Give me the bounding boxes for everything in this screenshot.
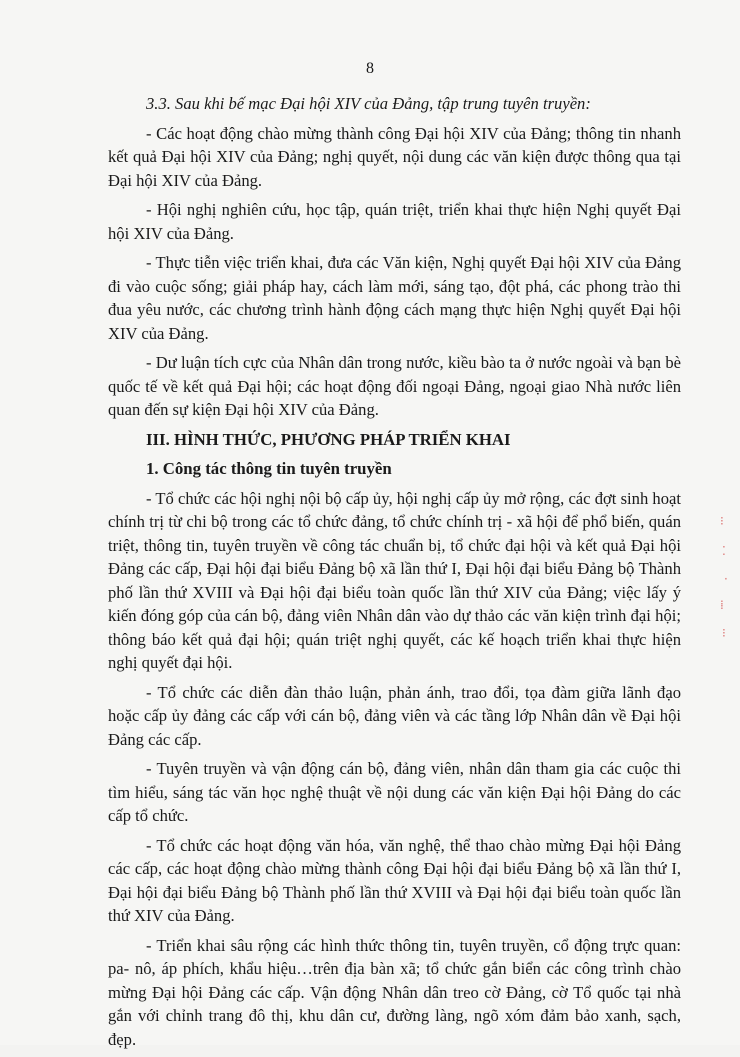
margin-stamp-marks: [716, 515, 736, 655]
subsection-1-item-5: - Triển khai sâu rộng các hình thức thông tin, tuyên truyền, cổ động trực quan: pa- nô, áp phích, khẩu hiệu…trên địa bàn xã; tổ chức gắn biển các công trình chào mừng Đại hội Đảng các cấp. Vận động Nhân dân treo cờ Đảng, cờ Tổ quốc tại nhà gắn với chỉnh trang đô thị, khu dân cư, đường làng, ngõ xóm đảm bảo xanh, sạch, đẹp.: [108, 935, 681, 1049]
page-number: 8: [366, 60, 374, 77]
section-III-heading: III. HÌNH THỨC, PHƯƠNG PHÁP TRIỂN KHAI: [146, 429, 511, 449]
section-3-3-item-1: - Các hoạt động chào mừng thành công Đại hội XIV của Đảng; thông tin nhanh kết quả Đại hội XIV của Đảng; nghị quyết, nội dung các văn kiện được thông qua tại Đại hội XIV của Đảng.: [108, 123, 681, 190]
stamp-mark: ⁞: [720, 598, 724, 612]
section-3-3-item-2: - Hội nghị nghiên cứu, học tập, quán triệt, triển khai thực hiện Nghị quyết Đại hội XIV của Đảng.: [108, 200, 681, 243]
stamp-mark: ⁚: [722, 544, 726, 558]
section-3-3-item-3: - Thực tiễn việc triển khai, đưa các Văn kiện, Nghị quyết Đại hội XIV của Đảng đi vào cuộc sống; giải pháp hay, cách làm mới, sáng tạo, đột phá, các phong trào thi đua yêu nước, các chương trình hành động cách mạng thực hiện Nghị quyết Đại hội XIV của Đảng.: [108, 253, 681, 343]
section-3-3-item-4: - Dư luận tích cực của Nhân dân trong nước, kiều bào ta ở nước ngoài và bạn bè quốc tế về kết quả Đại hội; các hoạt động đối ngoại Đảng, ngoại giao Nhà nước liên quan đến sự kiện Đại hội XIV của Đảng.: [108, 353, 681, 419]
subsection-1-item-1: - Tổ chức các hội nghị nội bộ cấp ủy, hội nghị cấp ủy mở rộng, các đợt sinh hoạt chính trị từ chi bộ trong các tổ chức đảng, tổ chức chính trị - xã hội để phổ biến, quán triệt, thông tin, tuyên truyền về công tác chuẩn bị, tổ chức đại hội và kết quả Đại hội Đảng các cấp, Đại hội đại biểu Đảng bộ xã lần thứ I, Đại hội đại biểu Đảng bộ Thành phố lần thứ XVIII và Đại hội đại biểu toàn quốc lần thứ XIV của Đảng; việc lấy ý kiến đóng góp của cán bộ, đảng viên Nhân dân vào dự thảo các văn kiện trình đại hội; thông báo kết quả đại hội; quán triệt nghị quyết, các kế hoạch triển khai thực hiện nghị quyết đại hội.: [108, 488, 681, 672]
stamp-mark: ⁝: [722, 626, 726, 640]
section-3-3-heading: 3.3. Sau khi bế mạc Đại hội XIV của Đảng, tập trung tuyên truyền:: [146, 94, 591, 113]
subsection-1-item-2: - Tổ chức các diễn đàn thảo luận, phản ánh, trao đổi, tọa đàm giữa lãnh đạo hoặc cấp ủy đảng các cấp với cán bộ, đảng viên và các tầng lớp Nhân dân về Đại hội Đảng các cấp.: [108, 682, 681, 749]
document-body: [108, 92, 681, 1057]
subsection-1-item-4: - Tổ chức các hoạt động văn hóa, văn nghệ, thể thao chào mừng Đại hội Đảng các cấp, các hoạt động chào mừng thành công Đại hội đại biểu Đảng bộ xã lần thứ I, Đại hội đại biểu Đảng bộ Thành phố lần thứ XVIII và Đại hội đại biểu toàn quốc lần thứ XIV của Đảng.: [108, 835, 681, 925]
subsection-1-item-3: - Tuyên truyền và vận động cán bộ, đảng viên, nhân dân tham gia các cuộc thi tìm hiểu, sáng tác văn học nghệ thuật về nội dung các văn kiện Đại hội Đảng do các cấp tổ chức.: [108, 759, 681, 825]
stamp-mark: ·: [724, 572, 728, 586]
subsection-1-heading: 1. Công tác thông tin tuyên truyền: [146, 459, 392, 478]
stamp-mark: ⁝: [720, 514, 724, 528]
